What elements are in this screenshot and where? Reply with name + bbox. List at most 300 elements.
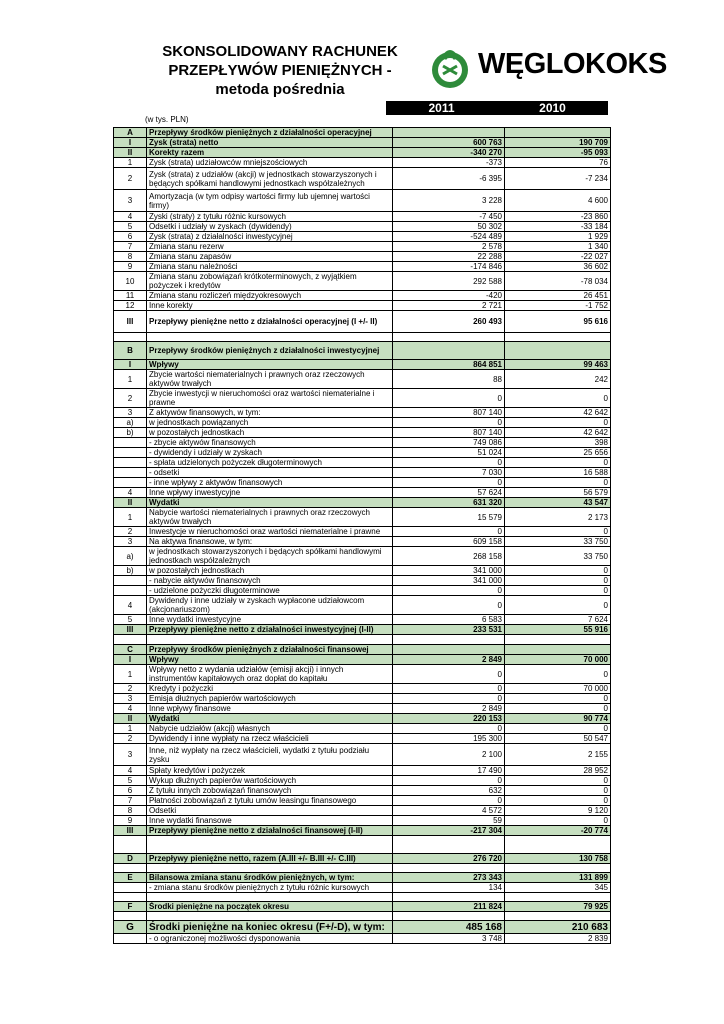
value-2011: 22 288 [393, 252, 505, 262]
value-2010: 33 750 [505, 547, 611, 566]
value-2011: 17 490 [393, 766, 505, 776]
year-previous: 2010 [539, 101, 566, 115]
value-2011: 134 [393, 883, 505, 893]
value-2010: 76 [505, 158, 611, 168]
value-2010: 0 [505, 786, 611, 796]
row-code: 8 [114, 806, 147, 816]
value-2010: 4 600 [505, 190, 611, 212]
row-label [147, 893, 393, 902]
row-code: b) [114, 428, 147, 438]
value-2010 [505, 912, 611, 921]
value-2010: 0 [505, 665, 611, 684]
value-2010: -23 860 [505, 212, 611, 222]
row-label: Zysk (strata) z działalności inwestycyjnej [147, 232, 393, 242]
row-label: Zysk (strata) netto [147, 138, 393, 148]
value-2011: 220 153 [393, 714, 505, 724]
value-2010: 16 588 [505, 468, 611, 478]
table-row [114, 222, 611, 232]
value-2010: 0 [505, 816, 611, 826]
row-code: 4 [114, 704, 147, 714]
table-row [114, 596, 611, 615]
row-code: 12 [114, 301, 147, 311]
row-label: Inne wydatki inwestycyjne [147, 615, 393, 625]
row-code: I [114, 138, 147, 148]
value-2011: 2 100 [393, 744, 505, 766]
row-code: 3 [114, 408, 147, 418]
row-code: 1 [114, 665, 147, 684]
row-code: 2 [114, 684, 147, 694]
value-2011: 0 [393, 586, 505, 596]
value-2010: 50 547 [505, 734, 611, 744]
table-row [114, 704, 611, 714]
value-2011: 4 572 [393, 806, 505, 816]
row-label: Wydatki [147, 498, 393, 508]
table-row [114, 566, 611, 576]
title-line-3: metoda pośrednia [215, 81, 345, 98]
table-row [114, 694, 611, 704]
value-2010: 0 [505, 796, 611, 806]
logo-wordmark: WĘGLOKOKS [478, 48, 667, 80]
value-2011: 276 720 [393, 854, 505, 864]
title-line-1: SKONSOLIDOWANY RACHUNEK [162, 43, 398, 60]
row-label: Amortyzacja (w tym odpisy wartości firmy lub ujemnej wartości firmy) [147, 190, 393, 212]
row-label: - zbycie aktywów finansowych [147, 438, 393, 448]
table-row [114, 744, 611, 766]
value-2011: 6 583 [393, 615, 505, 625]
value-2010 [505, 342, 611, 360]
value-2011: -174 846 [393, 262, 505, 272]
row-label: - udzielone pożyczki długoterminowe [147, 586, 393, 596]
row-code [114, 333, 147, 342]
row-label [147, 912, 393, 921]
value-2011: 2 849 [393, 704, 505, 714]
row-code: 4 [114, 212, 147, 222]
value-2010: 0 [505, 576, 611, 586]
row-label: Inne wpływy finansowe [147, 704, 393, 714]
table-row [114, 478, 611, 488]
row-code: a) [114, 418, 147, 428]
value-2011: 260 493 [393, 311, 505, 333]
table-row [114, 883, 611, 893]
row-code: F [114, 902, 147, 912]
value-2010: 1 929 [505, 232, 611, 242]
page-title [130, 42, 430, 99]
row-code: 1 [114, 158, 147, 168]
row-label: Wydatki [147, 714, 393, 724]
table-row [114, 912, 611, 921]
value-2011: -7 450 [393, 212, 505, 222]
value-2010: 43 547 [505, 498, 611, 508]
table-row [114, 408, 611, 418]
row-label: Przepływy pieniężne netto z działalności operacyjnej (I +/- II) [147, 311, 393, 333]
value-2010: 33 750 [505, 537, 611, 547]
value-2011: -340 270 [393, 148, 505, 158]
value-2010: 0 [505, 596, 611, 615]
row-code [114, 864, 147, 873]
value-2010: -95 093 [505, 148, 611, 158]
row-code: 4 [114, 596, 147, 615]
table-row [114, 766, 611, 776]
row-label: Zyski (straty) z tytułu różnic kursowych [147, 212, 393, 222]
value-2010: 28 952 [505, 766, 611, 776]
value-2010: 42 642 [505, 428, 611, 438]
row-label: Nabycie wartości niematerialnych i prawnych oraz rzeczowych aktywów trwałych [147, 508, 393, 527]
table-row [114, 586, 611, 596]
value-2011: 7 030 [393, 468, 505, 478]
row-code: 7 [114, 242, 147, 252]
value-2011: 3 748 [393, 934, 505, 944]
value-2010: 26 451 [505, 291, 611, 301]
table-row [114, 418, 611, 428]
value-2011 [393, 912, 505, 921]
value-2011 [393, 342, 505, 360]
value-2010: 0 [505, 694, 611, 704]
row-code: 7 [114, 796, 147, 806]
table-row [114, 212, 611, 222]
row-label: Inne wpływy inwestycyjne [147, 488, 393, 498]
table-row [114, 615, 611, 625]
value-2011: 631 320 [393, 498, 505, 508]
row-label: Środki pieniężne na początek okresu [147, 902, 393, 912]
row-code: III [114, 311, 147, 333]
value-2010: 130 758 [505, 854, 611, 864]
value-2011 [393, 635, 505, 645]
cash-flow-table [113, 127, 611, 944]
row-label: Zbycie inwestycji w nieruchomości oraz wartości niematerialne i prawne [147, 389, 393, 408]
table-row [114, 893, 611, 902]
table-row [114, 498, 611, 508]
table-row [114, 360, 611, 370]
row-code: C [114, 645, 147, 655]
row-code: II [114, 714, 147, 724]
value-2011: 0 [393, 694, 505, 704]
value-2011: 59 [393, 816, 505, 826]
value-2011: 0 [393, 478, 505, 488]
row-label: Z aktywów finansowych, w tym: [147, 408, 393, 418]
table-row [114, 252, 611, 262]
year-header [386, 101, 608, 115]
table-row [114, 786, 611, 796]
value-2010: 0 [505, 527, 611, 537]
value-2010: 2 155 [505, 744, 611, 766]
value-2011: 233 531 [393, 625, 505, 635]
table-row [114, 128, 611, 138]
value-2011: 341 000 [393, 576, 505, 586]
row-code: I [114, 655, 147, 665]
row-label: Przepływy pieniężne netto, razem (A.III +/- B.III +/- C.III) [147, 854, 393, 864]
row-label: - dywidendy i udziały w zyskach [147, 448, 393, 458]
table-row [114, 291, 611, 301]
value-2010: 2 173 [505, 508, 611, 527]
table-row [114, 428, 611, 438]
value-2011: 88 [393, 370, 505, 389]
value-2010: -78 034 [505, 272, 611, 291]
value-2011 [393, 333, 505, 342]
value-2011: 50 302 [393, 222, 505, 232]
row-label: Przepływy środków pieniężnych z działalności inwestycyjnej [147, 342, 393, 360]
value-2010: 398 [505, 438, 611, 448]
value-2010: 0 [505, 478, 611, 488]
table-row [114, 342, 611, 360]
row-label [147, 836, 393, 854]
row-label [147, 864, 393, 873]
value-2011 [393, 836, 505, 854]
row-label: Płatności zobowiązań z tytułu umów leasingu finansowego [147, 796, 393, 806]
table-row [114, 537, 611, 547]
row-code: II [114, 148, 147, 158]
table-row [114, 272, 611, 291]
value-2010: 25 656 [505, 448, 611, 458]
row-label: Emisja dłużnych papierów wartościowych [147, 694, 393, 704]
table-row [114, 488, 611, 498]
row-label: Na aktywa finansowe, w tym: [147, 537, 393, 547]
row-label: w pozostałych jednostkach [147, 428, 393, 438]
table-row [114, 934, 611, 944]
row-code [114, 883, 147, 893]
row-label: Kredyty i pożyczki [147, 684, 393, 694]
value-2010: 42 642 [505, 408, 611, 418]
table-row [114, 665, 611, 684]
value-2010: -7 234 [505, 168, 611, 190]
row-label: Odsetki i udziały w zyskach (dywidendy) [147, 222, 393, 232]
table-row [114, 148, 611, 158]
table-row [114, 625, 611, 635]
value-2010: 56 579 [505, 488, 611, 498]
row-label: Zmiana stanu zobowiązań krótkoterminowych, z wyjątkiem pożyczek i kredytów [147, 272, 393, 291]
row-label: - o ograniczonej możliwości dysponowania [147, 934, 393, 944]
table-row [114, 448, 611, 458]
row-code: 5 [114, 776, 147, 786]
value-2011: 749 086 [393, 438, 505, 448]
table-row [114, 438, 611, 448]
row-code: 3 [114, 537, 147, 547]
value-2011: -524 489 [393, 232, 505, 242]
table-row [114, 796, 611, 806]
row-label: Przepływy pieniężne netto z działalności inwestycyjnej (I-II) [147, 625, 393, 635]
row-code: b) [114, 566, 147, 576]
table-row [114, 158, 611, 168]
value-2011: 15 579 [393, 508, 505, 527]
row-label: Wpływy [147, 360, 393, 370]
table-row [114, 301, 611, 311]
value-2011: 51 024 [393, 448, 505, 458]
row-label: Inne korekty [147, 301, 393, 311]
value-2011: 2 849 [393, 655, 505, 665]
value-2011: 600 763 [393, 138, 505, 148]
value-2010: 70 000 [505, 655, 611, 665]
value-2010: 0 [505, 458, 611, 468]
value-2010: 0 [505, 566, 611, 576]
value-2011: 268 158 [393, 547, 505, 566]
value-2010: 242 [505, 370, 611, 389]
value-2011: -217 304 [393, 826, 505, 836]
value-2010: 36 602 [505, 262, 611, 272]
table-row [114, 776, 611, 786]
value-2010: 0 [505, 704, 611, 714]
row-code: 1 [114, 724, 147, 734]
row-code [114, 893, 147, 902]
row-label: Spłaty kredytów i pożyczek [147, 766, 393, 776]
value-2011: 864 851 [393, 360, 505, 370]
row-label: w jednostkach stowarzyszonych i będących spółkami handlowymi jednostkach współzależnych [147, 547, 393, 566]
row-code: 3 [114, 190, 147, 212]
table-row [114, 576, 611, 586]
value-2011 [393, 128, 505, 138]
row-code: D [114, 854, 147, 864]
value-2011: 0 [393, 665, 505, 684]
table-row [114, 873, 611, 883]
value-2011 [393, 645, 505, 655]
row-label: Bilansowa zmiana stanu środków pieniężnych, w tym: [147, 873, 393, 883]
value-2011: 609 158 [393, 537, 505, 547]
value-2011: 632 [393, 786, 505, 796]
row-label: Z tytułu innych zobowiązań finansowych [147, 786, 393, 796]
unit-label: (w tys. PLN) [145, 115, 189, 124]
row-code: 9 [114, 816, 147, 826]
row-code: 6 [114, 786, 147, 796]
value-2011: 0 [393, 684, 505, 694]
row-code: 9 [114, 262, 147, 272]
value-2010 [505, 333, 611, 342]
value-2011: 807 140 [393, 428, 505, 438]
value-2010: 210 683 [505, 921, 611, 934]
row-label: Zysk (strata) udziałowców mniejszościowych [147, 158, 393, 168]
table-row [114, 734, 611, 744]
row-code: B [114, 342, 147, 360]
row-code [114, 586, 147, 596]
row-code: 6 [114, 232, 147, 242]
value-2011: -6 395 [393, 168, 505, 190]
row-code [114, 934, 147, 944]
row-code: 4 [114, 766, 147, 776]
value-2010: 9 120 [505, 806, 611, 816]
value-2011: 0 [393, 724, 505, 734]
row-code [114, 448, 147, 458]
row-label [147, 635, 393, 645]
value-2010: -20 774 [505, 826, 611, 836]
table-row [114, 635, 611, 645]
table-row [114, 724, 611, 734]
value-2011: 0 [393, 796, 505, 806]
row-code: 8 [114, 252, 147, 262]
row-code: E [114, 873, 147, 883]
row-label: - spłata udzielonych pożyczek długoterminowych [147, 458, 393, 468]
row-label: Inwestycje w nieruchomości oraz wartości niematerialne i prawne [147, 527, 393, 537]
value-2011: -420 [393, 291, 505, 301]
row-code: 1 [114, 370, 147, 389]
row-code: A [114, 128, 147, 138]
row-code [114, 912, 147, 921]
value-2010: -33 184 [505, 222, 611, 232]
table-row [114, 854, 611, 864]
row-code [114, 438, 147, 448]
value-2010: 2 839 [505, 934, 611, 944]
row-code: 10 [114, 272, 147, 291]
row-code: a) [114, 547, 147, 566]
value-2010: 131 899 [505, 873, 611, 883]
table-row [114, 645, 611, 655]
row-code [114, 576, 147, 586]
value-2010: -1 752 [505, 301, 611, 311]
value-2010: 0 [505, 418, 611, 428]
table-row [114, 468, 611, 478]
row-label: Przepływy pieniężne netto z działalności finansowej (I-II) [147, 826, 393, 836]
row-code [114, 458, 147, 468]
value-2010 [505, 893, 611, 902]
row-label: Wpływy netto z wydania udziałów (emisji akcji) i innych instrumentów kapitałowych oraz dopłat do kapitału [147, 665, 393, 684]
table-row [114, 508, 611, 527]
row-code: 1 [114, 508, 147, 527]
row-code: 3 [114, 744, 147, 766]
row-code: 4 [114, 488, 147, 498]
row-code: III [114, 826, 147, 836]
row-label: Wykup dłużnych papierów wartościowych [147, 776, 393, 786]
value-2011: 2 721 [393, 301, 505, 311]
value-2010 [505, 645, 611, 655]
value-2011 [393, 893, 505, 902]
value-2011: 3 228 [393, 190, 505, 212]
table-row [114, 921, 611, 934]
value-2010 [505, 635, 611, 645]
value-2011 [393, 864, 505, 873]
row-label: Wpływy [147, 655, 393, 665]
table-row [114, 806, 611, 816]
value-2011: 807 140 [393, 408, 505, 418]
value-2011: 485 168 [393, 921, 505, 934]
value-2010: 99 463 [505, 360, 611, 370]
value-2010: 95 616 [505, 311, 611, 333]
value-2010: -22 027 [505, 252, 611, 262]
table-row [114, 370, 611, 389]
row-label: Odsetki [147, 806, 393, 816]
row-code: G [114, 921, 147, 934]
row-code [114, 836, 147, 854]
row-label: Zysk (strata) z udziałów (akcji) w jednostkach stowarzyszonych i będących spółkami handlowymi jednostkach współzależnych [147, 168, 393, 190]
value-2011: 2 578 [393, 242, 505, 252]
table-row [114, 168, 611, 190]
value-2011: 0 [393, 458, 505, 468]
row-label: Nabycie udziałów (akcji) własnych [147, 724, 393, 734]
row-label: - nabycie aktywów finansowych [147, 576, 393, 586]
row-code: III [114, 625, 147, 635]
row-label: Zmiana stanu rezerw [147, 242, 393, 252]
row-code: 2 [114, 168, 147, 190]
value-2010: 0 [505, 586, 611, 596]
value-2010 [505, 864, 611, 873]
row-label: - inne wpływy z aktywów finansowych [147, 478, 393, 488]
row-code: 2 [114, 527, 147, 537]
value-2011: 211 824 [393, 902, 505, 912]
value-2010: 1 340 [505, 242, 611, 252]
value-2010: 190 709 [505, 138, 611, 148]
row-label: - odsetki [147, 468, 393, 478]
row-code: 2 [114, 734, 147, 744]
row-label: Inne, niż wypłaty na rzecz właścicieli, wydatki z tytułu podziału zysku [147, 744, 393, 766]
value-2011: 0 [393, 596, 505, 615]
row-label: w jednostkach powiązanych [147, 418, 393, 428]
table-row [114, 311, 611, 333]
year-current: 2011 [428, 101, 455, 115]
row-code: 5 [114, 615, 147, 625]
value-2010: 0 [505, 724, 611, 734]
value-2011: 57 624 [393, 488, 505, 498]
value-2010: 70 000 [505, 684, 611, 694]
row-code: I [114, 360, 147, 370]
row-code: 11 [114, 291, 147, 301]
row-code: 3 [114, 694, 147, 704]
row-label [147, 333, 393, 342]
row-label: w pozostałych jednostkach [147, 566, 393, 576]
